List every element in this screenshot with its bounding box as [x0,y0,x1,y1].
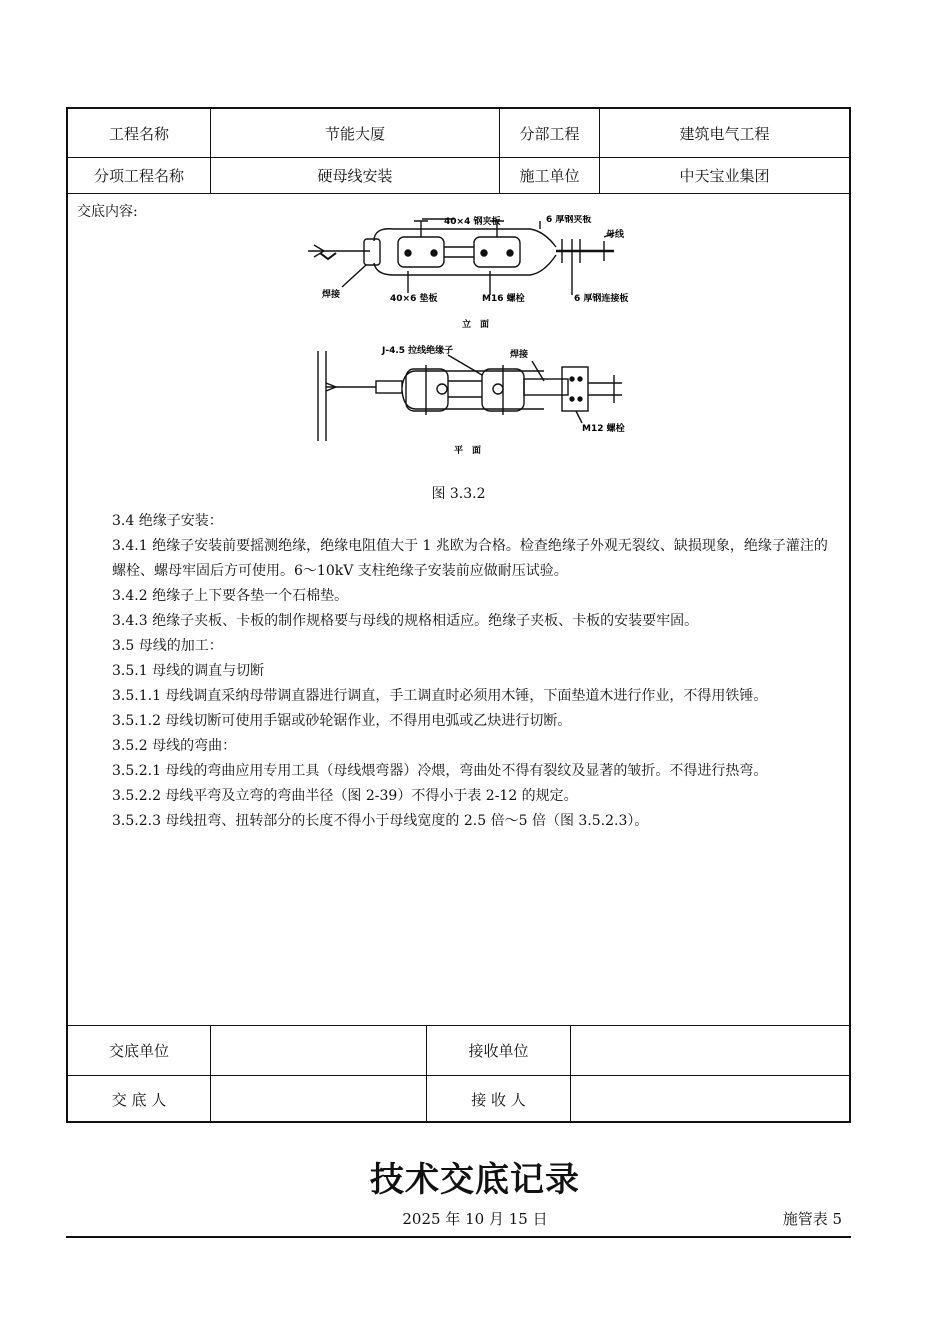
bottom-rule [66,1236,851,1238]
figure-caption: 图 3.3.2 [431,486,486,502]
paragraph: 3.5.1 母线的调直与切断 [112,663,265,679]
paragraph: 3.5 母线的加工： [112,638,223,654]
disclosing-unit-value[interactable] [211,1025,427,1075]
label-m16-bolt: M16 螺栓 [482,294,525,304]
discloser-label: 交 底 人 [68,1075,211,1123]
label-6mm-link-plate: 6 厚钢连接板 [574,294,629,304]
busbar-installation-figure [304,215,648,485]
label-weld: 焊接 [322,290,341,300]
receiver-value[interactable] [571,1075,849,1123]
footer-row-persons [68,1075,849,1123]
label-6mm-steel-clamp: 6 厚钢夹板 [546,215,592,225]
elevation-view-title: 立 面 [462,320,490,330]
label-strain-insulator: J-4.5 拉线绝缘子 [382,346,454,356]
paragraph: 3.5.2.1 母线的弯曲应用专用工具（母线煨弯器）冷煨，弯曲处不得有裂纹及显著的皱折。不得进行热弯。 [112,763,768,779]
disclosure-text [112,509,841,834]
paragraph: 3.5.2 母线的弯曲： [112,738,237,754]
document-date: 2025 年 10 月 15 日 [402,1210,548,1228]
discloser-value[interactable] [211,1075,427,1123]
receiving-unit-label: 接收单位 [427,1025,571,1075]
contractor-label: 施工单位 [500,157,600,193]
busbar-drawing [304,215,648,485]
plan-view-title: 平 面 [454,446,482,456]
receiver-label: 接 收 人 [427,1075,571,1123]
division-value: 建筑电气工程 [679,124,770,143]
paragraph: 3.4.2 绝缘子上下要各垫一个石棉垫。 [112,588,349,604]
form-code: 施管表 5 [782,1210,842,1228]
division-label: 分部工程 [500,109,600,157]
paragraph: 3.5.1.1 母线调直采纳母带调直器进行调直，手工调直时必须用木锤，下面垫道木进行作业，不得用铁锤。 [112,688,768,704]
label-pad-plate: 40×6 垫板 [390,294,438,304]
document-title: 技术交底记录 [370,1160,580,1200]
subitem-name-value: 硬母线安装 [211,157,500,193]
label-plan-weld: 焊接 [510,350,529,360]
content-section [68,193,849,1026]
paragraph: 3.5.1.2 母线切断可使用手锯或砂轮锯作业，不得用电弧或乙炔进行切断。 [112,713,572,729]
paragraph: 3.4.3 绝缘子夹板、卡板的制作规格要与母线的规格相适应。绝缘子夹板、卡板的安装要牢固。 [112,613,699,629]
disclosing-unit-label: 交底单位 [68,1025,211,1075]
paragraph: 3.4.1 绝缘子安装前要摇测绝缘，绝缘电阻值大于 1 兆欧为合格。检查绝缘子外观无裂纹、缺损现象，绝缘子灌注的螺栓、螺母牢固后方可使用。6～10kV 支柱绝缘子安装前应做耐压试验。 [112,538,828,579]
paragraph: 3.4 绝缘子安装： [112,513,223,529]
label-steel-clamp: 40×4 钢夹板 [444,217,501,227]
project-name-value: 节能大厦 [211,109,500,157]
content-label: 交底内容: [77,204,138,220]
project-name-label: 工程名称 [68,109,211,157]
paragraph: 3.5.2.2 母线平弯及立弯的弯曲半径（图 2-39）不得小于表 2-12 的规定。 [112,788,578,804]
header-row-project [68,109,849,158]
label-m12-bolt: M12 螺栓 [582,424,625,434]
contractor-value: 中天宝业集团 [679,166,770,185]
footer-row-units [68,1025,849,1076]
receiving-unit-value[interactable] [571,1025,849,1075]
label-busbar: 母线 [606,230,625,240]
header-row-subitem [68,157,849,194]
disclosure-form [66,107,851,1123]
subitem-name-label: 分项工程名称 [68,157,211,193]
paragraph: 3.5.2.3 母线扭弯、扭转部分的长度不得小于母线宽度的 2.5 倍～5 倍（图 3.5.2.3）。 [112,813,649,829]
